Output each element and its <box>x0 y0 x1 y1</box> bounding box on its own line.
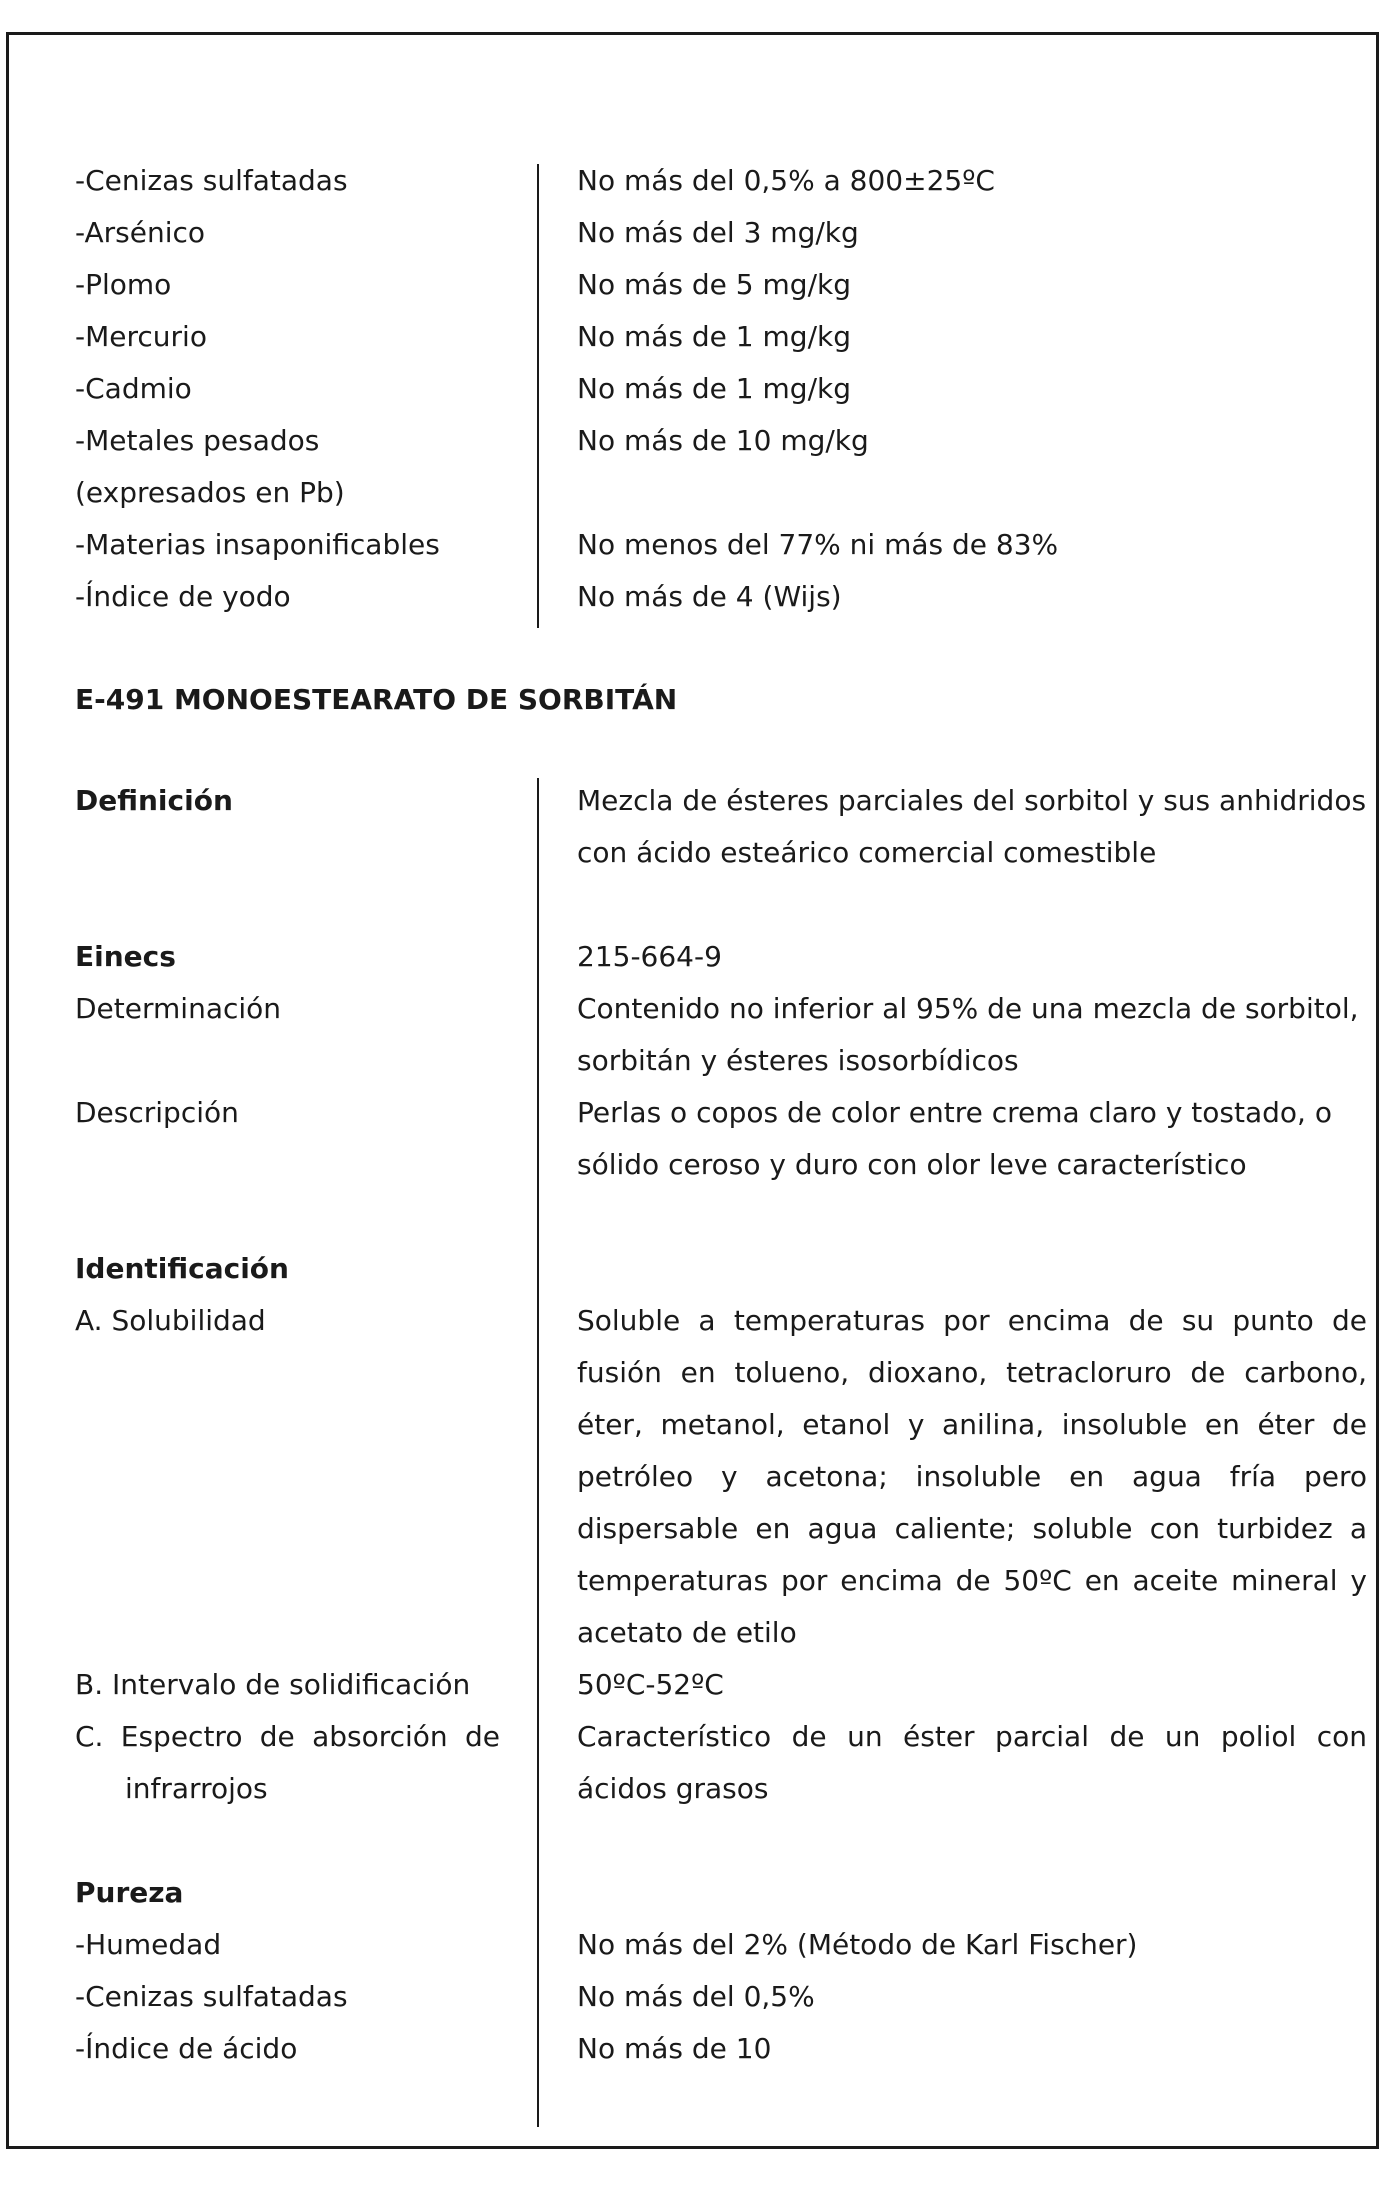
spec-label: -Cenizas sulfatadas <box>75 1980 348 2013</box>
spec-label: -Mercurio <box>75 320 207 353</box>
spec-label: -Plomo <box>75 268 172 301</box>
column-divider-bottom <box>537 778 539 2127</box>
determination-line: Contenido no inferior al 95% de una mezcla de sorbitol, <box>577 992 1359 1025</box>
infrared-label-line: infrarrojos <box>125 1772 268 1805</box>
determination-label: Determinación <box>75 992 282 1025</box>
spec-value: No más del 2% (Método de Karl Fischer) <box>577 1928 1138 1961</box>
einecs-label: Einecs <box>75 940 176 973</box>
definition-text <box>577 775 1367 879</box>
definition-line: Mezcla de ésteres parciales del sorbitol y sus anhidridos <box>577 784 1367 817</box>
solubility-line: fusión en tolueno, dioxano, tetracloruro de carbono, <box>577 1356 1367 1389</box>
determination-text <box>577 983 1367 1087</box>
spec-value: No menos del 77% ni más de 83% <box>577 528 1059 561</box>
identification-heading: Identificación <box>75 1252 289 1285</box>
solubility-line: éter, metanol, etanol y anilina, insoluble en éter de <box>577 1408 1367 1441</box>
spec-label: -Índice de ácido <box>75 2032 298 2065</box>
spec-value: No más de 1 mg/kg <box>577 372 851 405</box>
spec-label: -Arsénico <box>75 216 206 249</box>
einecs-value: 215-664-9 <box>577 940 722 973</box>
solubility-text <box>577 1295 1367 1659</box>
spec-value: No más del 3 mg/kg <box>577 216 859 249</box>
definition-label: Definición <box>75 784 233 817</box>
spec-label: -Cenizas sulfatadas <box>75 164 348 197</box>
spec-value: No más de 10 <box>577 2032 772 2065</box>
purity-heading: Pureza <box>75 1876 184 1909</box>
spec-label: -Cadmio <box>75 372 192 405</box>
description-text <box>577 1087 1367 1191</box>
infrared-line: Característico de un éster parcial de un poliol con <box>577 1720 1367 1753</box>
solubility-line: Soluble a temperaturas por encima de su punto de <box>577 1304 1367 1337</box>
description-line: sólido ceroso y duro con olor leve característico <box>577 1148 1247 1181</box>
spec-value: No más de 1 mg/kg <box>577 320 851 353</box>
spec-value: No más de 10 mg/kg <box>577 424 869 457</box>
spec-value: No más del 0,5% <box>577 1980 815 2013</box>
solidification-value: 50ºC-52ºC <box>577 1668 724 1701</box>
description-label: Descripción <box>75 1096 239 1129</box>
determination-line: sorbitán y ésteres isosorbídicos <box>577 1044 1019 1077</box>
definition-line: con ácido esteárico comercial comestible <box>577 836 1157 869</box>
solubility-line: dispersable en agua caliente; soluble con turbidez a <box>577 1512 1367 1545</box>
spec-label: -Índice de yodo <box>75 580 291 613</box>
spec-value: No más de 5 mg/kg <box>577 268 851 301</box>
infrared-label-line: C. Espectro de absorción de <box>75 1720 500 1753</box>
spec-value: No más del 0,5% a 800±25ºC <box>577 164 995 197</box>
solubility-label: A. Solubilidad <box>75 1304 266 1337</box>
spec-value: No más de 4 (Wijs) <box>577 580 842 613</box>
infrared-line: ácidos grasos <box>577 1772 769 1805</box>
spec-label: -Metales pesados <box>75 424 320 457</box>
column-divider-top <box>537 164 539 628</box>
infrared-text <box>577 1711 1367 1815</box>
spec-label: (expresados en Pb) <box>75 476 345 509</box>
solidification-label: B. Intervalo de solidificación <box>75 1668 471 1701</box>
section-title: E-491 MONOESTEARATO DE SORBITÁN <box>75 683 678 716</box>
spec-label: -Materias insaponificables <box>75 528 440 561</box>
infrared-label <box>75 1711 500 1815</box>
solubility-line: petróleo y acetona; insoluble en agua fría pero <box>577 1460 1367 1493</box>
spec-label: -Humedad <box>75 1928 222 1961</box>
solubility-line: acetato de etilo <box>577 1616 797 1649</box>
description-line: Perlas o copos de color entre crema claro y tostado, o <box>577 1096 1332 1129</box>
solubility-line: temperaturas por encima de 50ºC en aceite mineral y <box>577 1564 1367 1597</box>
